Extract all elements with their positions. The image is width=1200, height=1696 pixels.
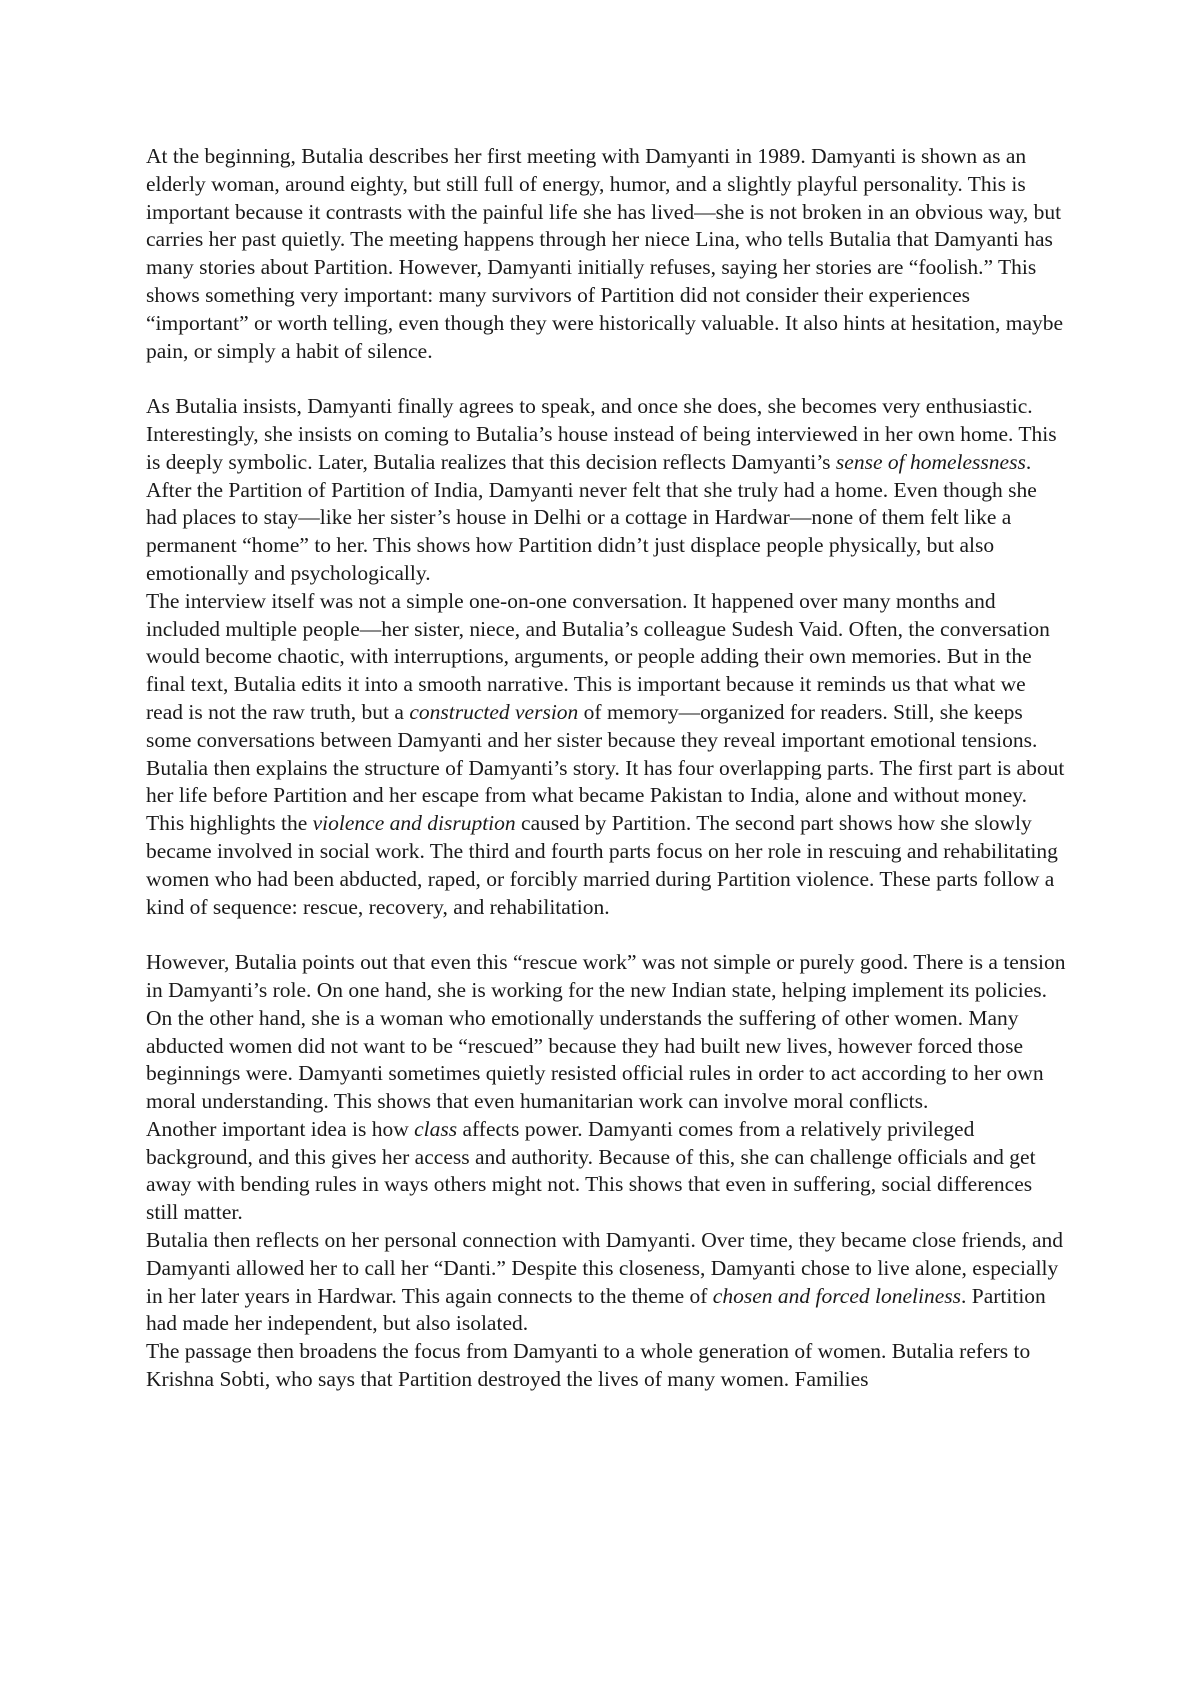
text-segment: Butalia then reflects on her personal connection with Damyanti. Over time, they became close friends, and Damyanti allowed her to call her “Danti.” Despite this closeness, Damyanti chose to live alone, especially in her later years in Hardwar. This again connects to the theme of: [146, 1228, 1064, 1308]
document-page: [146, 143, 1066, 1394]
text-segment: As Butalia insists, Damyanti finally agrees to speak, and once she does, she becomes very enthusiastic. Interestingly, she insists on coming to Butalia’s house instead of being interviewed in her own home. This is deeply symbolic. Later, Butalia realizes that this decision reflects Damyanti’s: [146, 394, 1057, 474]
text-segment: Butalia then explains the structure of Damyanti’s story. It has four overlapping parts. The first part is about her life before Partition and her escape from what became Pakistan to India, alone and without money. This highlights the: [146, 755, 1065, 836]
italic-text: violence and disruption: [312, 811, 516, 836]
paragraph-gap: [146, 365, 1066, 393]
paragraph-6: [146, 1116, 1066, 1227]
italic-text: chosen and forced loneliness: [712, 1283, 961, 1308]
text-segment: Another important idea is how: [146, 1116, 415, 1141]
text-segment: of memory—organized for readers. Still, she keeps some conversations between Damyanti and her sister because they reveal important emotional tensions.: [146, 699, 1038, 752]
paragraph-4: [146, 755, 1066, 922]
text-segment: caused by Partition. The second part shows how she slowly became involved in social work. The third and fourth parts focus on her role in rescuing and rehabilitating women who had been abducted, raped, or forcibly married during Partition violence. These parts follow a kind of sequence: rescue, recovery, and rehabilitation.: [146, 811, 1058, 919]
paragraph-8: [146, 1338, 1066, 1394]
italic-text: class: [414, 1116, 458, 1141]
text-segment: The passage then broadens the focus from Damyanti to a whole generation of women. Butalia refers to Krishna Sobti, who says that Partition destroyed the lives of many women. Families: [146, 1339, 1031, 1392]
text-segment: At the beginning, Butalia describes her first meeting with Damyanti in 1989. Damyanti is shown as an elderly woman, around eighty, but still full of energy, humor, and a slightly playful personality. This is important because it contrasts with the painful life she has lived—she is not broken in an obvious way, but carries her past quietly. The meeting happens through her niece Lina, who tells Butalia that Damyanti has many stories about Partition. However, Damyanti initially refuses, saying her stories are “foolish.” This shows something very important: many survivors of Partition did not consider their experiences “important” or worth telling, even though they were historically valuable. It also hints at hesitation, maybe pain, or simply a habit of silence.: [146, 144, 1064, 363]
text-segment: The interview itself was not a simple one-on-one conversation. It happened over many months and included multiple people—her sister, niece, and Butalia’s colleague Sudesh Vaid. Often, the conversation would become chaotic, with interruptions, arguments, or people adding their own memories. But in the final text, Butalia edits it into a smooth narrative. This is important because it reminds us that what we read is not the raw truth, but a: [146, 588, 1050, 724]
text-segment: . After the Partition of Partition of India, Damyanti never felt that she truly had a home. Even though she had places to stay—like her sister’s house in Delhi or a cottage in Hardwar—none of them felt like a permanent “home” to her. This shows how Partition didn’t just displace people physically, but also emotionally and psychologically.: [146, 449, 1037, 585]
paragraph-3: [146, 588, 1066, 755]
paragraph-7: [146, 1227, 1066, 1338]
paragraph-gap: [146, 921, 1066, 949]
italic-text: sense of homelessness: [835, 449, 1026, 474]
text-segment: . Partition had made her independent, but also isolated.: [146, 1283, 1046, 1336]
text-segment: affects power. Damyanti comes from a relatively privileged background, and this gives her access and authority. Because of this, she can challenge officials and get away with bending rules in ways others might not. This shows that even in suffering, social differences still matter.: [146, 1116, 1036, 1225]
paragraph-5: [146, 949, 1066, 1116]
italic-text: constructed version: [409, 699, 579, 724]
paragraph-1: [146, 143, 1066, 365]
paragraph-2: [146, 393, 1066, 588]
text-segment: However, Butalia points out that even this “rescue work” was not simple or purely good. There is a tension in Damyanti’s role. On one hand, she is working for the new Indian state, helping implement its policies. On the other hand, she is a woman who emotionally understands the suffering of other women. Many abducted women did not want to be “rescued” because they had built new lives, however forced those beginnings were. Damyanti sometimes quietly resisted official rules in order to act according to her own moral understanding. This shows that even humanitarian work can involve moral conflicts.: [146, 950, 1066, 1114]
